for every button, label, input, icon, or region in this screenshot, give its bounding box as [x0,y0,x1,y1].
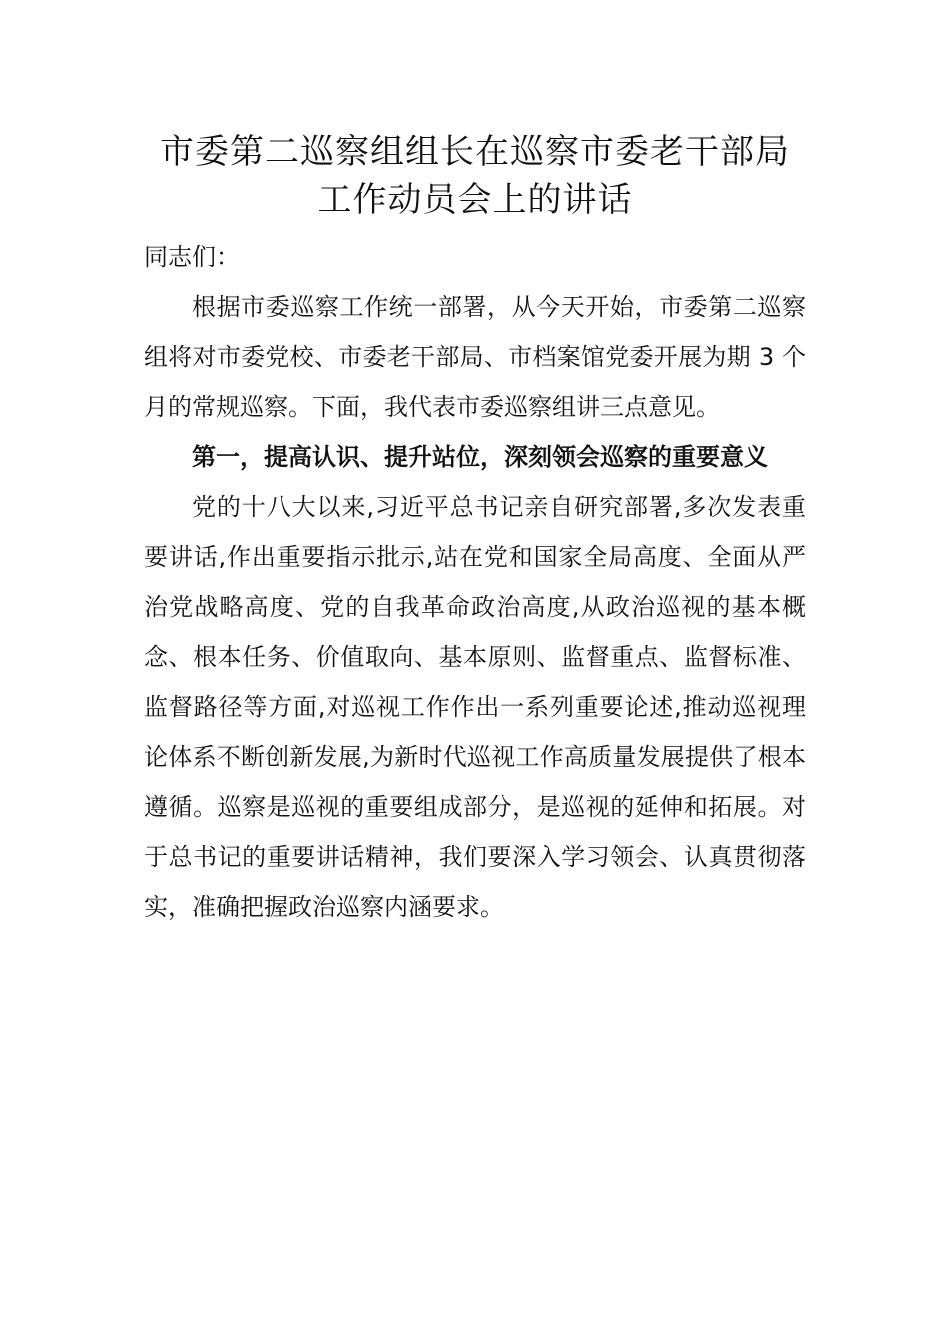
title-line-2: 工作动员会上的讲话 [317,180,633,220]
salutation: 同志们： [144,243,240,271]
section-1-heading: 第一，提高认识、提升站位，深刻领会巡察的重要意义 [192,443,768,471]
document-body [144,128,806,932]
title-line-1: 市委第二巡察组组长在巡察市委老干部局 [160,132,790,172]
section-1-paragraph: 党的十八大以来,习近平总书记亲自研究部署,多次发表重要讲话,作出重要指示批示,站在党和国家全局高度、全面从严治党战略高度、党的自我革命政治高度,从政治巡视的基本概念、根本任务、价值取向、基本原则、监督重点、监督标准、监督路径等方面,对巡视工作作出一系列重要论述,推动巡视理论体系不断创新发展,为新时代巡视工作高质量发展提供了根本遵循。巡察是巡视的重要组成部分，是巡视的延伸和拓展。对于总书记的重要讲话精神，我们要深入学习领会、认真贯彻落实，准确把握政治巡察内涵要求。 [144,493,806,921]
document-title [144,128,806,224]
intro-paragraph: 根据市委巡察工作统一部署，从今天开始，市委第二巡察组将对市委党校、市委老干部局、市档案馆党委开展为期 3 个月的常规巡察。下面，我代表市委巡察组讲三点意见。 [144,293,806,421]
